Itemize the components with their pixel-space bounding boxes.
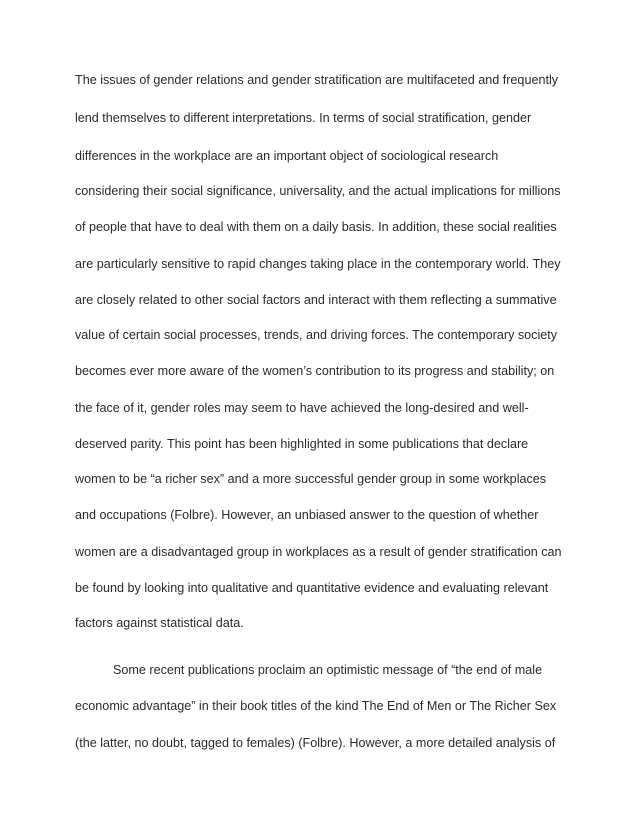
text-line: The issues of gender relations and gender stratification are multifaceted and frequently [75, 73, 559, 87]
text-line: women to be “a richer sex” and a more successful gender group in some workplaces [75, 472, 547, 486]
text-line: value of certain social processes, trends, and driving forces. The contemporary society [75, 328, 558, 342]
text-line: (the latter, no doubt, tagged to females) (Folbre). However, a more detailed analysis of [75, 736, 556, 750]
text-line: the face of it, gender roles may seem to have achieved the long-desired and well- [75, 401, 529, 415]
text-line: differences in the workplace are an important object of sociological research [75, 149, 499, 163]
text-line: of people that have to deal with them on a daily basis. In addition, these social realities [75, 220, 557, 234]
text-line: factors against statistical data. [75, 616, 244, 630]
text-line: considering their social significance, universality, and the actual implications for millions [75, 184, 561, 198]
text-line: deserved parity. This point has been highlighted in some publications that declare [75, 437, 529, 451]
text-line: lend themselves to different interpretations. In terms of social stratification, gender [75, 111, 532, 125]
text-line: are particularly sensitive to rapid changes taking place in the contemporary world. They [75, 257, 561, 271]
text-line: economic advantage” in their book titles of the kind The End of Men or The Richer Sex [75, 699, 557, 713]
text-line: women are a disadvantaged group in workplaces as a result of gender stratification can [75, 545, 562, 559]
text-line: be found by looking into qualitative and quantitative evidence and evaluating relevant [75, 581, 549, 595]
text-line: are closely related to other social factors and interact with them reflecting a summative [75, 293, 557, 307]
text-line: becomes ever more aware of the women’s contribution to its progress and stability; on [75, 364, 555, 378]
text-line: and occupations (Folbre). However, an unbiased answer to the question of whether [75, 508, 539, 522]
text-line: Some recent publications proclaim an optimistic message of “the end of male [113, 663, 543, 677]
